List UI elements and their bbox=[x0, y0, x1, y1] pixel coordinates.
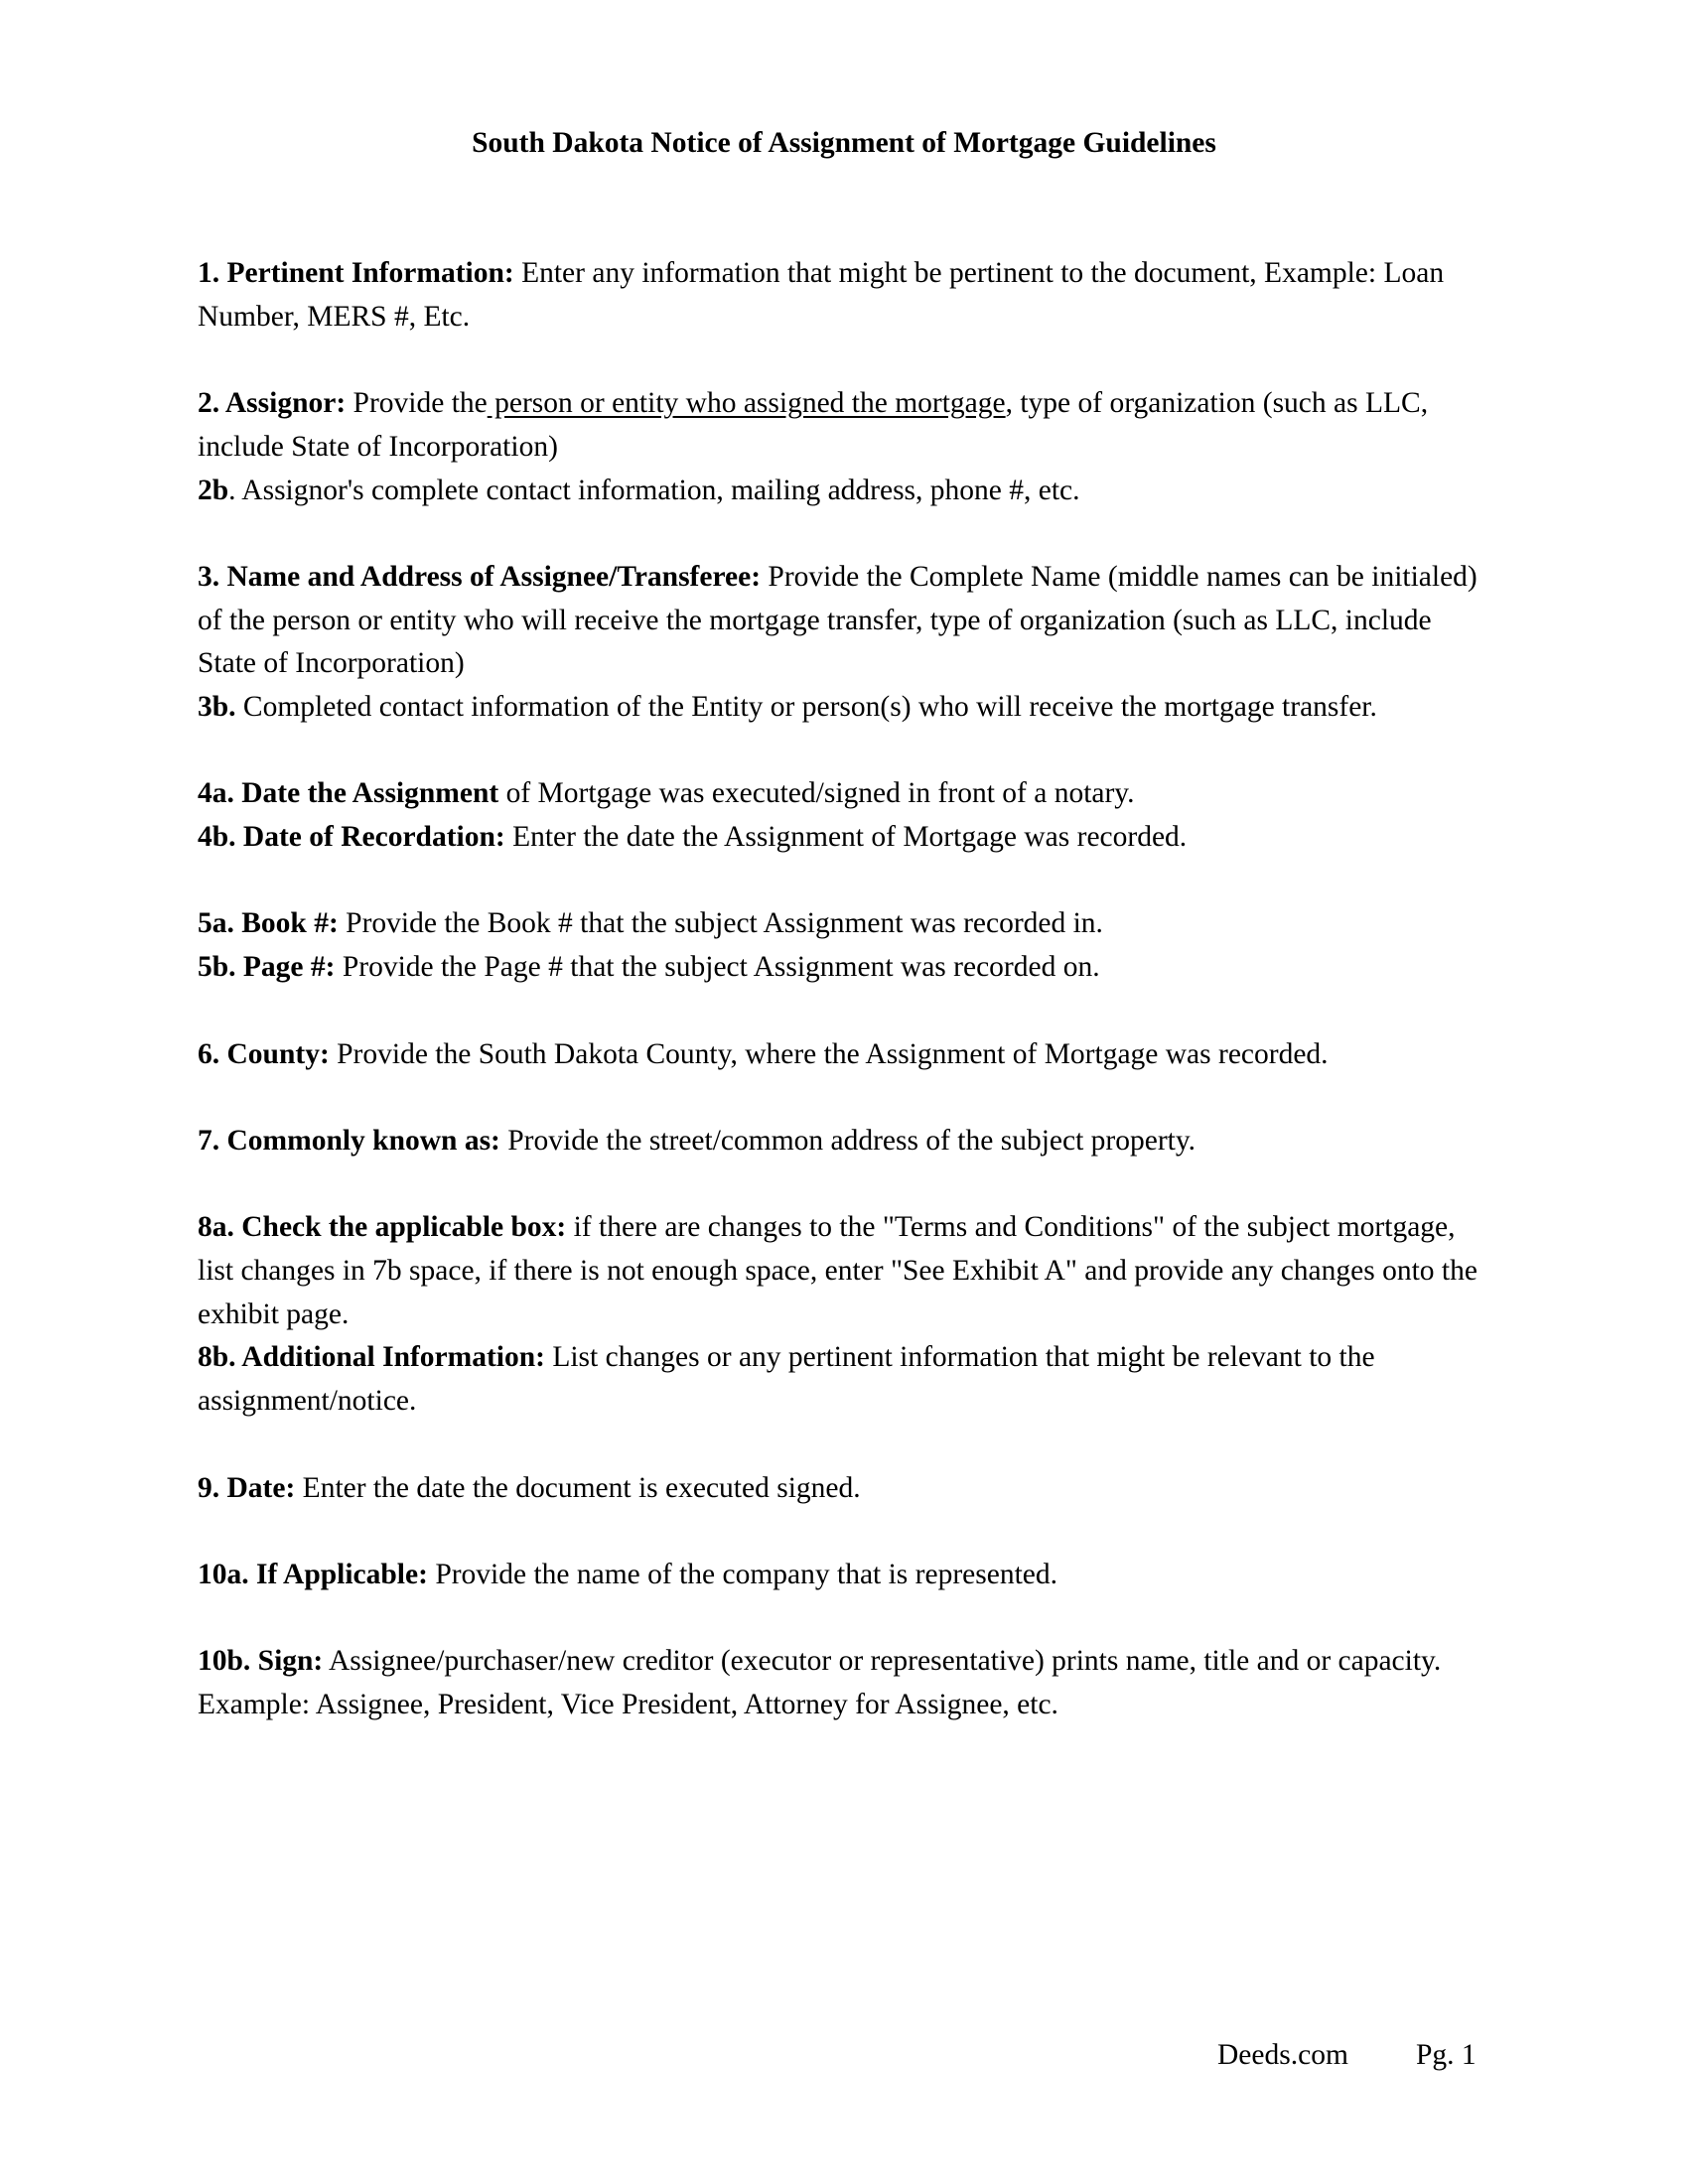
item-3b bbox=[198, 686, 1488, 730]
item-9 bbox=[198, 1467, 1488, 1511]
item-10a-label: 10a. If Applicable: bbox=[198, 1558, 428, 1590]
item-1-label: 1. Pertinent Information: bbox=[198, 257, 514, 289]
guidelines-body bbox=[198, 252, 1488, 1770]
item-10a bbox=[198, 1554, 1488, 1597]
item-4a-label: 4a. Date the Assignment bbox=[198, 777, 499, 810]
item-group-3 bbox=[198, 556, 1488, 730]
footer-page-number: Pg. 1 bbox=[1416, 2039, 1477, 2071]
item-3-text: Provide the Complete Name (middle names can be initialed) of the person or entity who will receive the mortgage transfer, type of organization (such as LLC, include State of Incorporation) bbox=[198, 560, 1477, 680]
item-5a-label: 5a. Book #: bbox=[198, 907, 339, 940]
item-group-2 bbox=[198, 382, 1488, 512]
item-7-text: Provide the street/common address of the subject property. bbox=[499, 1124, 1196, 1157]
item-group-1 bbox=[198, 252, 1488, 339]
item-group-6 bbox=[198, 1033, 1488, 1077]
item-3b-text: Completed contact information of the Entity or person(s) who will receive the mortgage transfer. bbox=[235, 691, 1377, 723]
footer-site: Deeds.com bbox=[1217, 2039, 1348, 2071]
item-6 bbox=[198, 1033, 1488, 1077]
item-5b bbox=[198, 946, 1488, 990]
item-group-10b bbox=[198, 1640, 1488, 1726]
item-5b-label: 5b. Page #: bbox=[198, 951, 336, 984]
item-group-10a bbox=[198, 1554, 1488, 1597]
document-title: South Dakota Notice of Assignment of Mortgage Guidelines bbox=[472, 127, 1216, 159]
item-4a bbox=[198, 772, 1488, 816]
item-8a-text: if there are changes to the "Terms and Conditions" of the subject mortgage, list changes in 7b space, if there is not enough space, enter "See Exhibit A" and provide any changes onto the exhibit page. bbox=[198, 1211, 1477, 1330]
item-2-text-pre: Provide the bbox=[346, 387, 488, 420]
item-5a bbox=[198, 902, 1488, 946]
item-8b-text: List changes or any pertinent information that might be relevant to the assignment/notice. bbox=[198, 1341, 1375, 1418]
item-group-5 bbox=[198, 902, 1488, 989]
item-1-text: Enter any information that might be pertinent to the document, Example: Loan Number, MERS #, Etc. bbox=[198, 257, 1445, 333]
item-group-4 bbox=[198, 772, 1488, 859]
item-3-label: 3. Name and Address of Assignee/Transferee: bbox=[198, 560, 762, 593]
item-2b bbox=[198, 470, 1488, 513]
item-8a-label: 8a. Check the applicable box: bbox=[198, 1211, 567, 1244]
item-4a-text: of Mortgage was executed/signed in front of a notary. bbox=[498, 777, 1135, 810]
item-5a-text: Provide the Book # that the subject Assignment was recorded in. bbox=[338, 907, 1103, 940]
item-10b-label: 10b. Sign: bbox=[198, 1645, 324, 1678]
item-group-8 bbox=[198, 1206, 1488, 1424]
item-2-text-post: , type of organization (such as LLC, include State of Incorporation) bbox=[198, 387, 1429, 463]
item-10b bbox=[198, 1640, 1488, 1726]
item-7 bbox=[198, 1120, 1488, 1163]
item-4b bbox=[198, 816, 1488, 860]
item-10a-text: Provide the name of the company that is represented. bbox=[427, 1558, 1057, 1590]
item-9-label: 9. Date: bbox=[198, 1471, 296, 1504]
item-2-underlined-text: person or entity who assigned the mortgage bbox=[487, 387, 1006, 420]
item-2-label: 2. Assignor: bbox=[198, 387, 347, 420]
item-10b-text: Assignee/purchaser/new creditor (executor or representative) prints name, title and or capacity. Example: Assignee, President, Vice President, Attorney for Assignee, etc. bbox=[198, 1645, 1442, 1721]
item-4b-text: Enter the date the Assignment of Mortgage was recorded. bbox=[504, 821, 1188, 854]
item-group-9 bbox=[198, 1467, 1488, 1511]
item-7-label: 7. Commonly known as: bbox=[198, 1124, 500, 1157]
item-group-7 bbox=[198, 1120, 1488, 1163]
item-8a bbox=[198, 1206, 1488, 1336]
item-8b-label: 8b. Additional Information: bbox=[198, 1341, 545, 1374]
item-2 bbox=[198, 382, 1488, 469]
item-9-text: Enter the date the document is executed signed. bbox=[295, 1471, 861, 1504]
item-2b-text: . Assignor's complete contact information, mailing address, phone #, etc. bbox=[228, 474, 1080, 506]
item-2b-label: 2b bbox=[198, 474, 229, 506]
item-4b-label: 4b. Date of Recordation: bbox=[198, 821, 505, 854]
item-3 bbox=[198, 556, 1488, 686]
item-3b-label: 3b. bbox=[198, 691, 236, 723]
item-1 bbox=[198, 252, 1488, 339]
item-6-text: Provide the South Dakota County, where the Assignment of Mortgage was recorded. bbox=[329, 1037, 1329, 1070]
item-8b bbox=[198, 1336, 1488, 1423]
item-5b-text: Provide the Page # that the subject Assignment was recorded on. bbox=[335, 951, 1100, 984]
item-6-label: 6. County: bbox=[198, 1037, 330, 1070]
